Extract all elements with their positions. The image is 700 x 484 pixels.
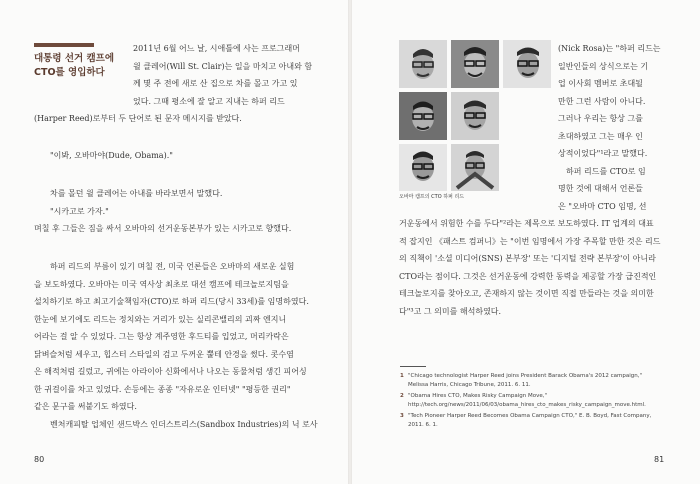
section-rule — [34, 43, 94, 47]
text-line: 벤처캐피탈 업체인 샌드박스 인더스트리스(Sandbox Industries)의 닉 로사 — [50, 419, 318, 429]
text-line: 한 귀걸이를 차고 있었다. 손등에는 종종 "자유로운 인터넷" "평등한 권리" — [34, 384, 291, 394]
text-line: 윌 클레어(Will St. Clair)는 일을 마치고 아내와 함 — [133, 61, 313, 71]
photo-caption: 오바마 캠프의 CTO 하퍼 리드 — [399, 194, 465, 200]
text-line: 은 해적처럼 길렀고, 귀에는 아라이아 신화에서나 나오는 동물처럼 생긴 피어싱 — [34, 367, 307, 376]
text-line: 었다. 그때 평소에 잘 알고 지내는 하퍼 리드 — [133, 96, 285, 106]
portrait-photo — [451, 92, 499, 140]
footnote — [400, 412, 660, 430]
footnote-number: 3 — [400, 413, 404, 419]
left-page — [0, 0, 348, 484]
footnote — [400, 372, 660, 390]
text-line: 며칠 후 그들은 짐을 싸서 오바마의 선거운동본부가 있는 시카고로 향했다. — [34, 224, 292, 233]
text-line: 거운동에서 위험한 수를 두다"²라는 제목으로 보도하였다. IT 업계의 대표 — [399, 219, 654, 228]
footnote-text: "Chicago technologist Harper Reed joins President Barack Obama's 2012 campaign," Melissa Harris, Chicago Tribune, 2011. 6. 11. — [408, 373, 643, 388]
text-line: 닭벼슬처럼 세우고, 힙스터 스타일의 검고 두꺼운 뿔테 안경을 썼다. 콧수염 — [34, 349, 294, 359]
section-heading — [34, 52, 126, 80]
section-heading-line-2: CTO를 영입하다 — [34, 67, 105, 78]
page-number: 81 — [654, 455, 665, 464]
text-line: 업 이사회 멤버로 초대될 — [558, 79, 643, 88]
text-line: 하퍼 리드의 부름이 있기 며칠 전, 미국 언론들은 오바마의 새로운 실험 — [50, 262, 295, 271]
portrait-photo — [503, 40, 551, 88]
text-line: 일반인들의 상식으로는 기 — [558, 61, 649, 71]
footnote-number: 1 — [400, 373, 404, 379]
portrait-photo — [451, 144, 499, 191]
footnote — [400, 392, 660, 410]
text-line: 적 잡지인 《패스트 컴퍼니》는 "이번 임명에서 가장 주목할 만한 것은 리드 — [399, 236, 661, 246]
text-line: 께 몇 주 전에 새로 산 집으로 차를 몰고 가고 있 — [133, 79, 298, 88]
footnote-text: "Tech Pioneer Harper Reed Becomes Obama Campaign CTO," E. B. Boyd, Fast Company, 2011. 6. 1. — [408, 413, 652, 428]
footnote-text: "Obama Hires CTO, Makes Risky Campaign Move," http://tech.org/news/2011/06/03/obama_hires_cto_makes_risky_campaign_move.html. — [408, 393, 646, 408]
text-line: 같은 문구를 써붙기도 하였다. — [34, 402, 137, 411]
text-line: 그러나 우리는 항상 그를 — [558, 114, 643, 123]
footnote-rule — [400, 366, 426, 367]
text-line: 초대하였고 그는 매우 인 — [558, 131, 643, 141]
text-line: "시카고로 가자." — [50, 206, 109, 216]
text-line: 은 "오바마 CTO 임명, 선 — [558, 201, 647, 211]
page-number: 80 — [34, 455, 45, 464]
portrait-photo — [399, 40, 447, 88]
text-line: (Harper Reed)로부터 두 단어로 된 문자 메시지를 받았다. — [34, 114, 242, 123]
portrait-photo — [399, 92, 447, 140]
text-line: 만한 그런 사람이 아니다. — [558, 96, 646, 106]
text-line: 어라는 걸 알 수 있었다. 그는 항상 계주영한 후드티를 입었고, 머리카락은 — [34, 332, 289, 341]
text-line: 2011년 6월 어느 날, 시애틀에 사는 프로그래머 — [133, 44, 300, 53]
text-line: 상적이었다"¹라고 말했다. — [558, 149, 648, 158]
portrait-photo — [451, 40, 499, 88]
portrait-photo — [399, 144, 447, 191]
text-line: 을 보도하였다. 오바마는 미국 역사상 최초로 대선 캠프에 테크놀로지팀을 — [34, 279, 289, 289]
text-line: 테크놀로지를 찾아오고, 존재하지 않는 것이면 직접 만들라는 것을 의미한 — [399, 289, 654, 298]
text-line: 다"³고 그 의미를 해석하였다. — [399, 306, 502, 316]
text-line: 명한 것에 대해서 언론들 — [558, 184, 643, 193]
right-page — [352, 0, 700, 484]
text-line: 의 직책이 '소셜 미디어(SNS) 본부장' 또는 '디지털 전략 본부장'이 아니라 — [399, 254, 656, 263]
text-line: 설치하기로 하고 최고기술책임자(CTO)로 하퍼 리드(당시 33세)를 임명하였다. — [34, 297, 309, 306]
section-heading-line-1: 대통령 선거 캠프에 — [34, 53, 115, 64]
text-line: CTO라는 점이다. 그것은 선거운동에 강력한 동력을 제공할 가장 급진적인 — [399, 271, 657, 281]
footnote-number: 2 — [400, 393, 404, 399]
text-line: 한눈에 보기에도 리드는 정치와는 거리가 있는 실리콘밸리의 괴짜 엔지니 — [34, 314, 287, 324]
quote-text: "이봐, 오바마야(Dude, Obama)." — [50, 151, 173, 160]
text-line: 하퍼 리드를 CTO로 임 — [566, 166, 646, 176]
text-line: 차를 몰던 윌 클레어는 아내를 바라보면서 말했다. — [50, 189, 223, 198]
text-line: (Nick Rosa)는 "하퍼 리드는 — [558, 44, 661, 53]
